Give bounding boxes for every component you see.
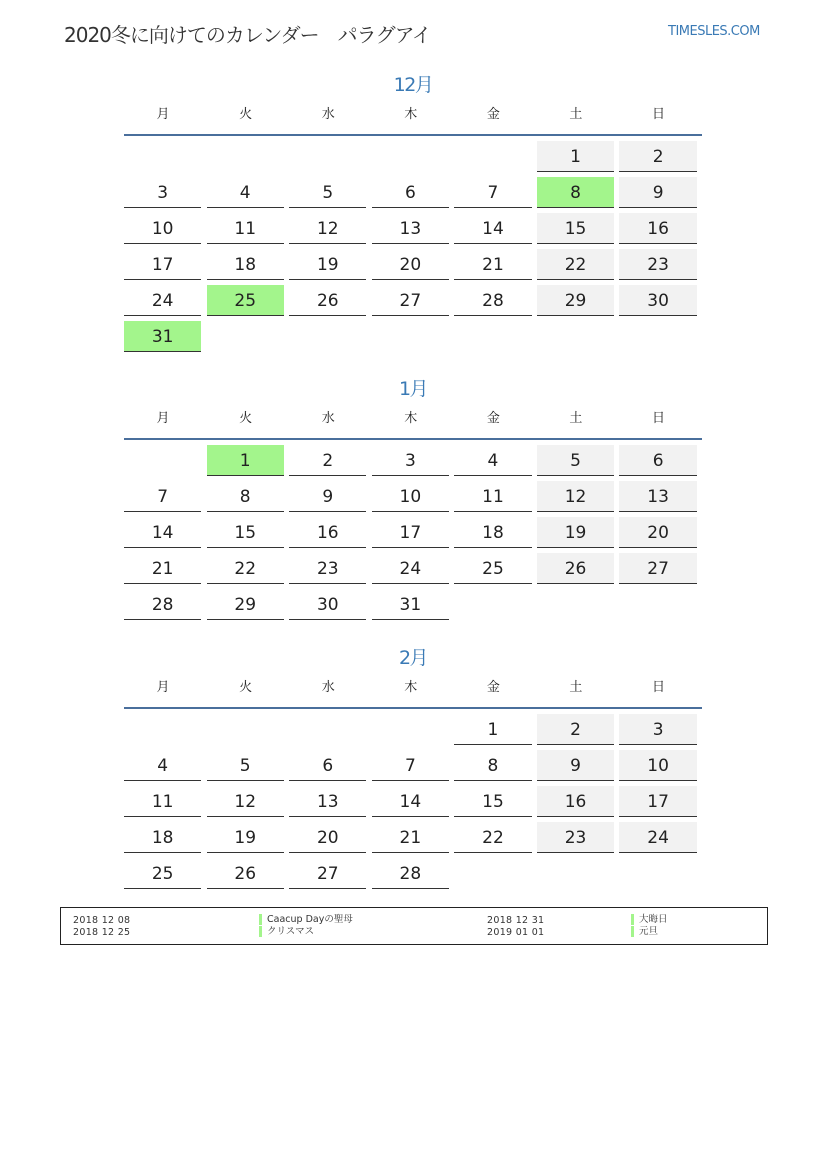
day-cell: 11 (207, 213, 284, 244)
day-cell: 10 (124, 213, 201, 244)
day-cell: 18 (124, 822, 201, 853)
month-december (124, 70, 702, 357)
day-cell: 5 (289, 177, 366, 208)
week-row (124, 213, 702, 249)
day-cell: 14 (454, 213, 531, 244)
day-cell: 4 (207, 177, 284, 208)
day-cell: 6 (372, 177, 449, 208)
day-cell: 28 (124, 589, 201, 620)
weekday-label: 木 (404, 107, 418, 122)
day-cell: 25 (124, 858, 201, 889)
weekday-header (124, 100, 702, 136)
weekday-label: 水 (321, 107, 335, 122)
week-row (124, 553, 702, 589)
empty-day-cell (207, 141, 284, 171)
month-title: 2月 (398, 647, 428, 669)
day-cell: 20 (619, 517, 696, 548)
day-cell: 20 (289, 822, 366, 853)
legend-date: 2018 12 25 (73, 927, 131, 938)
day-cell: 8 (207, 481, 284, 512)
week-row (124, 177, 702, 213)
day-cell: 9 (619, 177, 696, 208)
empty-day-cell (372, 321, 449, 351)
day-cell: 7 (454, 177, 531, 208)
day-cell: 28 (372, 858, 449, 889)
empty-day-cell (372, 714, 449, 744)
day-cell: 24 (372, 553, 449, 584)
day-cell: 15 (207, 517, 284, 548)
legend-holiday-name: Caacup Dayの聖母 (259, 914, 353, 925)
holiday-day-cell: 1 (207, 445, 284, 476)
legend-holiday-name: 元旦 (631, 926, 658, 937)
weekday-label: 日 (652, 107, 666, 122)
legend-holiday-name: クリスマス (259, 926, 314, 937)
empty-day-cell (619, 589, 696, 619)
weekday-label: 木 (404, 411, 418, 426)
day-cell: 30 (619, 285, 696, 316)
day-cell: 19 (537, 517, 614, 548)
day-cell: 9 (537, 750, 614, 781)
week-row (124, 517, 702, 553)
day-cell: 29 (537, 285, 614, 316)
day-cell: 21 (124, 553, 201, 584)
empty-day-cell (537, 589, 614, 619)
day-cell: 1 (454, 714, 531, 745)
week-row (124, 714, 702, 750)
legend-date: 2019 01 01 (487, 927, 545, 938)
holiday-day-cell: 8 (537, 177, 614, 208)
empty-day-cell (454, 858, 531, 888)
day-cell: 16 (619, 213, 696, 244)
day-cell: 6 (289, 750, 366, 781)
day-cell: 5 (537, 445, 614, 476)
weekday-label: 金 (486, 680, 500, 695)
day-grid (124, 141, 702, 357)
week-row (124, 141, 702, 177)
day-cell: 20 (372, 249, 449, 280)
day-cell: 2 (619, 141, 696, 172)
empty-day-cell (207, 714, 284, 744)
empty-day-cell (372, 141, 449, 171)
empty-day-cell (619, 321, 696, 351)
day-cell: 24 (124, 285, 201, 316)
day-cell: 28 (454, 285, 531, 316)
day-cell: 1 (537, 141, 614, 172)
legend-date: 2018 12 08 (73, 915, 131, 926)
empty-day-cell (289, 321, 366, 351)
day-grid (124, 445, 702, 625)
week-row (124, 822, 702, 858)
empty-day-cell (454, 141, 531, 171)
week-row (124, 786, 702, 822)
day-cell: 27 (289, 858, 366, 889)
weekday-header (124, 673, 702, 709)
weekday-label: 金 (486, 107, 500, 122)
day-cell: 27 (619, 553, 696, 584)
week-row (124, 589, 702, 625)
weekday-label: 金 (486, 411, 500, 426)
day-cell: 2 (289, 445, 366, 476)
day-cell: 17 (372, 517, 449, 548)
day-cell: 4 (454, 445, 531, 476)
week-row (124, 249, 702, 285)
day-cell: 23 (619, 249, 696, 280)
week-row (124, 285, 702, 321)
day-cell: 14 (372, 786, 449, 817)
brand-logo-text[interactable]: TIMESLES.COM (668, 24, 760, 39)
week-row (124, 750, 702, 786)
day-cell: 7 (372, 750, 449, 781)
empty-day-cell (289, 141, 366, 171)
day-cell: 19 (207, 822, 284, 853)
month-title: 12月 (393, 74, 433, 96)
day-cell: 8 (454, 750, 531, 781)
holiday-day-cell: 31 (124, 321, 201, 352)
day-grid (124, 714, 702, 894)
legend-date: 2018 12 31 (487, 915, 545, 926)
weekday-label: 火 (239, 411, 253, 426)
legend-holiday-name: 大晦日 (631, 914, 668, 925)
weekday-label: 木 (404, 680, 418, 695)
day-cell: 22 (207, 553, 284, 584)
day-cell: 31 (372, 589, 449, 620)
day-cell: 2 (537, 714, 614, 745)
day-cell: 21 (372, 822, 449, 853)
day-cell: 12 (289, 213, 366, 244)
day-cell: 5 (207, 750, 284, 781)
weekday-label: 日 (652, 680, 666, 695)
weekday-label: 土 (569, 411, 583, 426)
week-row (124, 445, 702, 481)
day-cell: 23 (537, 822, 614, 853)
empty-day-cell (537, 321, 614, 351)
day-cell: 21 (454, 249, 531, 280)
empty-day-cell (124, 141, 201, 171)
weekday-label: 日 (652, 411, 666, 426)
day-cell: 22 (537, 249, 614, 280)
month-title: 1月 (398, 378, 428, 400)
empty-day-cell (124, 714, 201, 744)
day-cell: 3 (619, 714, 696, 745)
day-cell: 11 (454, 481, 531, 512)
day-cell: 13 (619, 481, 696, 512)
day-cell: 14 (124, 517, 201, 548)
day-cell: 29 (207, 589, 284, 620)
day-cell: 23 (289, 553, 366, 584)
day-cell: 22 (454, 822, 531, 853)
month-february (124, 643, 702, 894)
day-cell: 11 (124, 786, 201, 817)
day-cell: 18 (454, 517, 531, 548)
day-cell: 3 (372, 445, 449, 476)
day-cell: 6 (619, 445, 696, 476)
weekday-label: 水 (321, 411, 335, 426)
day-cell: 25 (454, 553, 531, 584)
week-row (124, 321, 702, 357)
day-cell: 10 (372, 481, 449, 512)
weekday-label: 月 (156, 411, 170, 426)
day-cell: 26 (537, 553, 614, 584)
weekday-header (124, 404, 702, 440)
day-cell: 16 (537, 786, 614, 817)
day-cell: 3 (124, 177, 201, 208)
day-cell: 16 (289, 517, 366, 548)
day-cell: 12 (537, 481, 614, 512)
day-cell: 17 (619, 786, 696, 817)
day-cell: 13 (372, 213, 449, 244)
weekday-label: 月 (156, 107, 170, 122)
empty-day-cell (289, 714, 366, 744)
day-cell: 26 (207, 858, 284, 889)
day-cell: 10 (619, 750, 696, 781)
weekday-label: 土 (569, 107, 583, 122)
week-row (124, 481, 702, 517)
day-cell: 19 (289, 249, 366, 280)
day-cell: 4 (124, 750, 201, 781)
day-cell: 26 (289, 285, 366, 316)
day-cell: 24 (619, 822, 696, 853)
empty-day-cell (454, 589, 531, 619)
day-cell: 15 (454, 786, 531, 817)
day-cell: 27 (372, 285, 449, 316)
empty-day-cell (454, 321, 531, 351)
holiday-legend (60, 907, 768, 945)
empty-day-cell (537, 858, 614, 888)
day-cell: 7 (124, 481, 201, 512)
week-row (124, 858, 702, 894)
month-january (124, 374, 702, 625)
day-cell: 18 (207, 249, 284, 280)
weekday-label: 月 (156, 680, 170, 695)
weekday-label: 土 (569, 680, 583, 695)
day-cell: 13 (289, 786, 366, 817)
day-cell: 15 (537, 213, 614, 244)
day-cell: 12 (207, 786, 284, 817)
empty-day-cell (619, 858, 696, 888)
holiday-day-cell: 25 (207, 285, 284, 316)
day-cell: 17 (124, 249, 201, 280)
weekday-label: 火 (239, 107, 253, 122)
weekday-label: 水 (321, 680, 335, 695)
empty-day-cell (207, 321, 284, 351)
page-title: 2020冬に向けてのカレンダー パラグアイ (64, 23, 431, 47)
weekday-label: 火 (239, 680, 253, 695)
day-cell: 9 (289, 481, 366, 512)
day-cell: 30 (289, 589, 366, 620)
empty-day-cell (124, 445, 201, 475)
